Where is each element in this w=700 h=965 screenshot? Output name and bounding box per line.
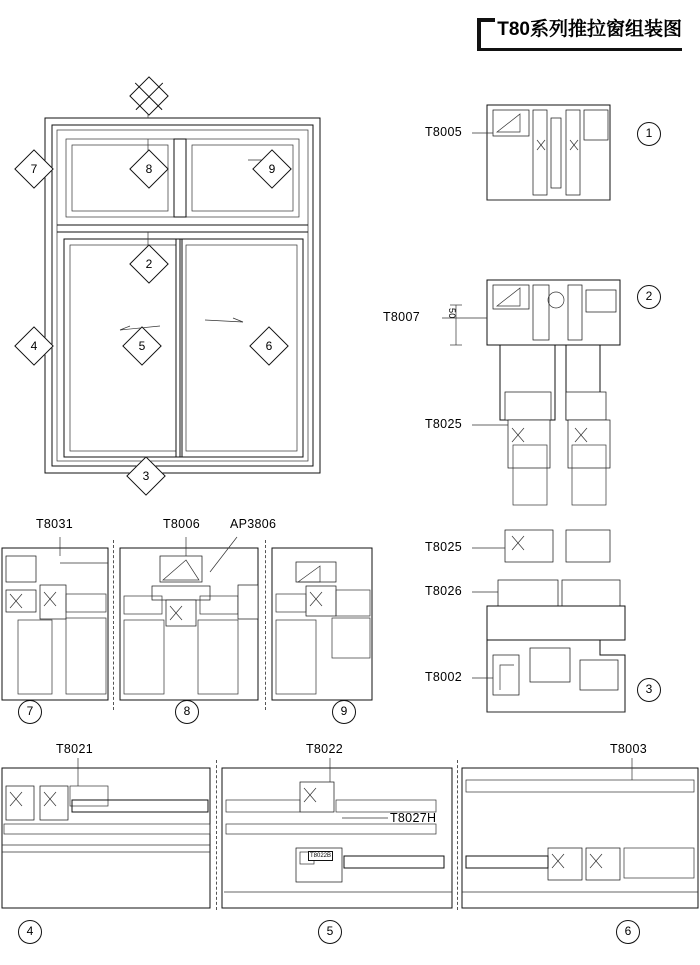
label-t8003: T8003	[610, 742, 647, 756]
section-callout-3: 3	[637, 678, 661, 702]
section-callout-1: 1	[637, 122, 661, 146]
label-t8026: T8026	[425, 584, 462, 598]
elevation-callout-4: 4	[14, 326, 54, 366]
elevation-callout-6: 6	[249, 326, 289, 366]
title-text: T80系列推拉窗组装图	[497, 19, 682, 40]
detail-callout-4: 4	[18, 920, 42, 944]
detail-callout-6: 6	[616, 920, 640, 944]
elevation-callout-3: 3	[126, 456, 166, 496]
elevation-callout-5: 5	[122, 326, 162, 366]
elevation-callout-8: 8	[129, 149, 169, 189]
label-t8025-lower: T8025	[425, 540, 462, 554]
divider-dash-4	[457, 760, 458, 910]
label-t8022b: T8022B	[310, 853, 332, 859]
label-t8027h: T8027H	[390, 811, 437, 825]
elevation-callout-7: 7	[14, 149, 54, 189]
detail-callout-9: 9	[332, 700, 356, 724]
label-t8021: T8021	[56, 742, 93, 756]
label-t8022: T8022	[306, 742, 343, 756]
detail-callout-7: 7	[18, 700, 42, 724]
label-t8002: T8002	[425, 670, 462, 684]
label-t8031: T8031	[36, 517, 73, 531]
label-t8007: T8007	[383, 310, 420, 324]
label-t8006: T8006	[163, 517, 200, 531]
label-t8005: T8005	[425, 125, 462, 139]
elevation-callout-9: 9	[252, 149, 292, 189]
label-t8025-upper: T8025	[425, 417, 462, 431]
detail-callout-5: 5	[318, 920, 342, 944]
label-ap3806: AP3806	[230, 517, 277, 531]
detail-callout-8: 8	[175, 700, 199, 724]
section-callout-2: 2	[637, 285, 661, 309]
divider-dash-3	[216, 760, 217, 910]
elevation-callout-2: 2	[129, 244, 169, 284]
label-dim-50: 50	[447, 308, 457, 319]
